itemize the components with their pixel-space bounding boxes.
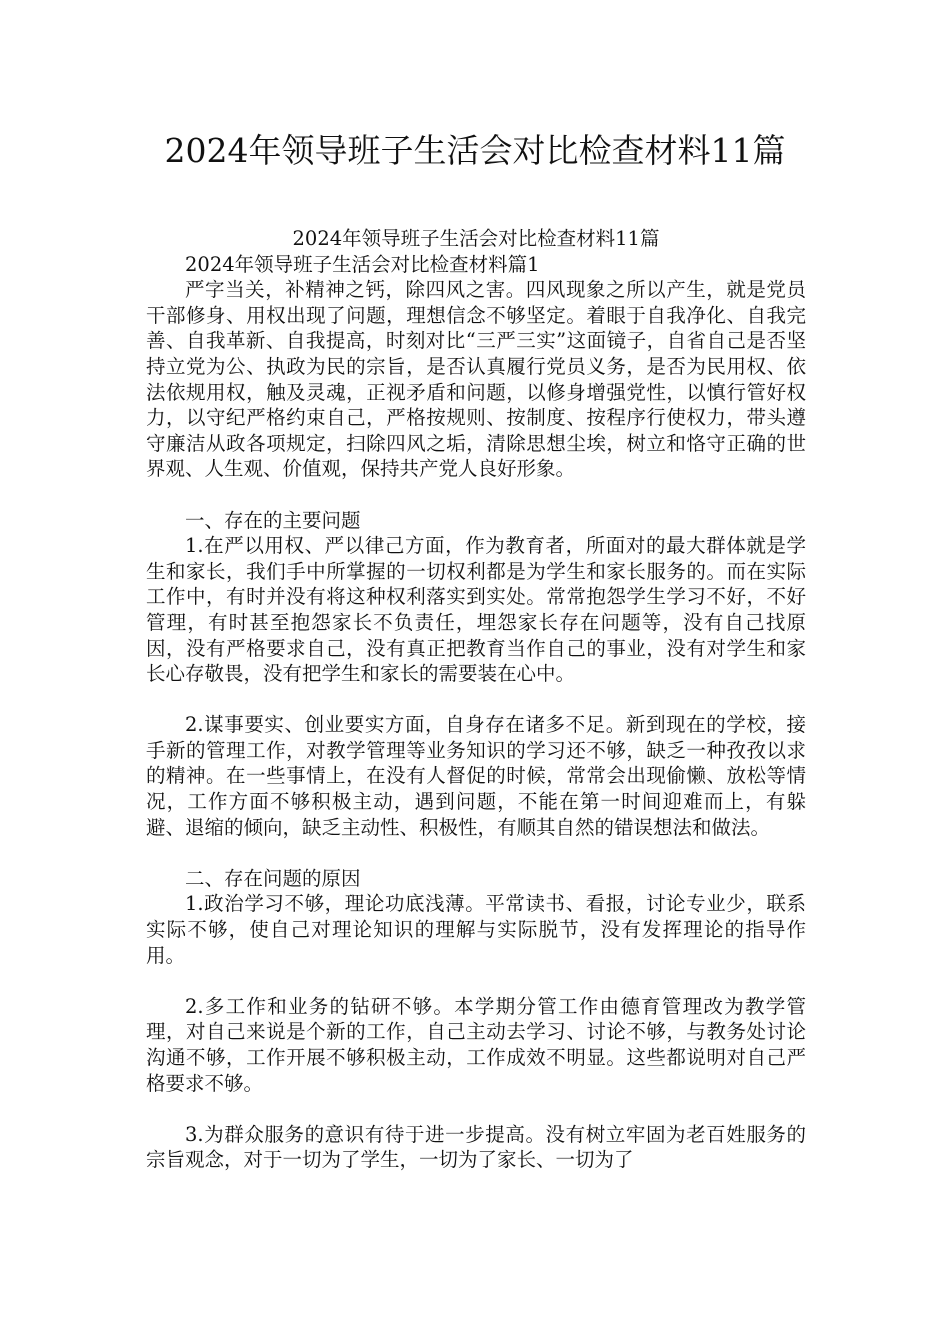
document-subtitle: 2024年领导班子生活会对比检查材料11篇 xyxy=(292,227,660,250)
document-title: 2024年领导班子生活会对比检查材料11篇 xyxy=(164,131,786,170)
part-heading: 2024年领导班子生活会对比检查材料篇1 xyxy=(185,252,540,276)
section-heading-problems: 一、存在的主要问题 xyxy=(185,508,361,532)
paragraph-gap xyxy=(146,840,806,866)
problem-paragraph-2: 2.谋事要实、创业要实方面，自身存在诸多不足。新到现在的学校，接手新的管理工作，对教学管理等业务知识的学习还不够，缺乏一种孜孜以求的精神。在一些事情上，在没有人督促的时候，常常会出现偷懒、放松等情况，工作方面不够积极主动，遇到问题，不能在第一时间迎难而上，有躲避、退缩的倾向，缺乏主动性、积极性，有顺其自然的错误想法和做法。 xyxy=(146,713,806,839)
paragraph-gap xyxy=(146,1096,806,1122)
paragraph-gap xyxy=(146,482,806,508)
document-body xyxy=(146,226,806,1173)
problem-paragraph-1: 1.在严以用权、严以律己方面，作为教育者，所面对的最大群体就是学生和家长，我们手中所掌握的一切权利都是为学生和家长服务的。而在实际工作中，有时并没有将这种权利落实到实处。常常抱怨学生学习不好，不好管理，有时甚至抱怨家长不负责任，埋怨家长存在问题等，没有自己找原因，没有严格要求自己，没有真正把教育当作自己的事业，没有对学生和家长心存敬畏，没有把学生和家长的需要装在心中。 xyxy=(146,534,806,686)
section-heading-causes: 二、存在问题的原因 xyxy=(185,866,361,890)
paragraph-gap xyxy=(146,968,806,994)
intro-paragraph: 严字当关，补精神之钙，除四风之害。四风现象之所以产生，就是党员干部修身、用权出现了问题，理想信念不够坚定。着眼于自我净化、自我完善、自我革新、自我提高，时刻对比“三严三实”这面镜子，自省自己是否坚持立党为公、执政为民的宗旨，是否认真履行党员义务，是否为民用权、依法依规用权，触及灵魂，正视矛盾和问题，以修身增强党性，以慎行管好权力，以守纪严格约束自己，严格按规则、按制度、按程序行使权力，带头遵守廉洁从政各项规定，扫除四风之垢，清除思想尘埃，树立和恪守正确的世界观、人生观、价值观，保持共产党人良好形象。 xyxy=(146,278,806,481)
paragraph-gap xyxy=(146,687,806,713)
cause-paragraph-2: 2.多工作和业务的钻研不够。本学期分管工作由德育管理改为教学管理，对自己来说是个新的工作，自己主动去学习、讨论不够，与教务处讨论沟通不够，工作开展不够积极主动，工作成效不明显。这些都说明对自己严格要求不够。 xyxy=(146,994,806,1095)
cause-paragraph-1: 1.政治学习不够，理论功底浅薄。平常读书、看报，讨论专业少，联系实际不够，使自己对理论知识的理解与实际脱节，没有发挥理论的指导作用。 xyxy=(146,892,806,967)
cause-paragraph-3: 3.为群众服务的意识有待于进一步提高。没有树立牢固为老百姓服务的宗旨观念，对于一切为了学生，一切为了家长、一切为了 xyxy=(146,1122,806,1172)
